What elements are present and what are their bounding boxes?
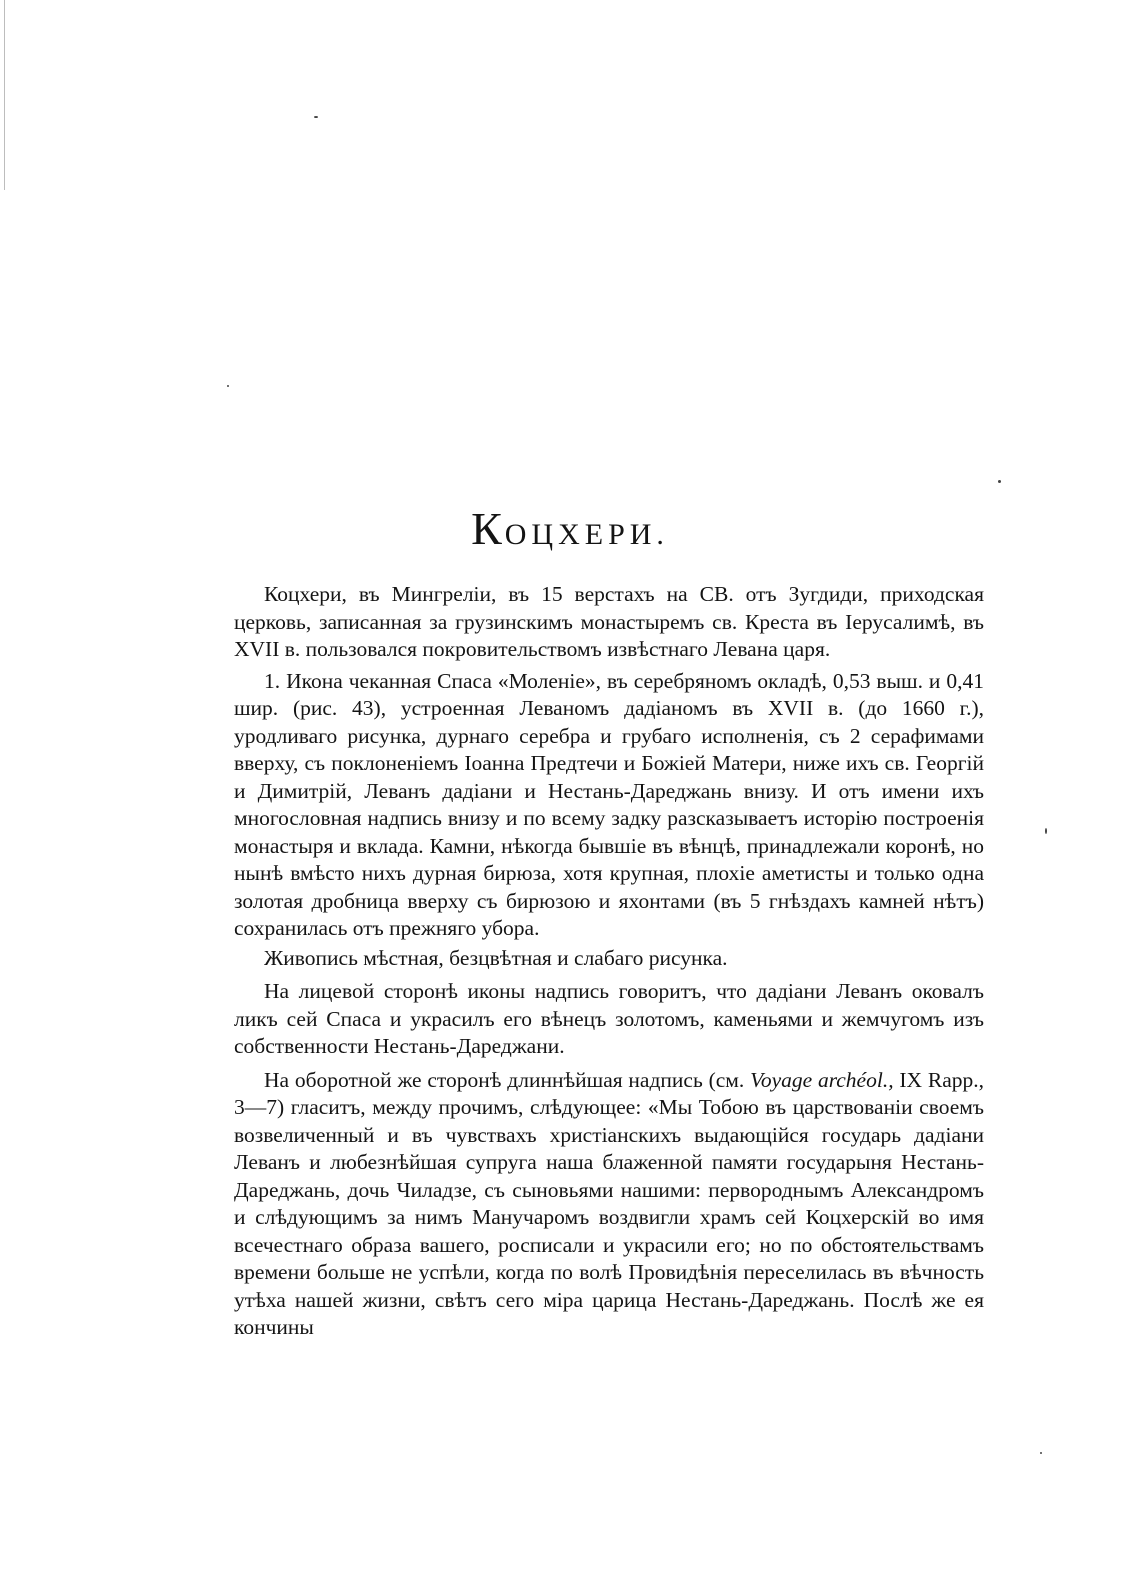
- title-initial: К: [471, 503, 505, 554]
- scan-speck: [1040, 1452, 1042, 1454]
- title-rest: ОЦХЕРИ.: [504, 518, 669, 551]
- text-body: [234, 581, 984, 1348]
- paragraph-intro: Коцхери, въ Мингреліи, въ 15 верстахъ на СВ. отъ Зугдиди, приходская церковь, записанная за грузинскимъ монастыремъ св. Креста въ Іерусалимѣ, въ XVII в. пользовался покровительствомъ извѣстнаго Левана царя.: [234, 582, 984, 661]
- scan-edge-line: [4, 0, 5, 190]
- back-inscription-rest: IX Rapp., 3—7) гласитъ, между прочимъ, слѣдующее: «Мы Тобою въ царствованіи своемъ возвеличенный и въ чувствахъ христіанскихъ выдающійся государь дадіани Леванъ и любезнѣйшая супруга наша блаженной памяти государыня Нестань-Дареджань, дочь Чиладзе, съ сыновьями нашими: первороднымъ Александромъ и слѣдующимъ за нимъ Манучаромъ воздвигли храмъ сей Коцхерскій во имя всечестнаго образа вашего, росписали и украсили его; но по обстоятельствамъ времени больше не успѣли, когда по волѣ Провидѣнія переселилась въ вѣчность утѣха нашей жизни, свѣтъ сего міра царица Нестань-Дареджань. Послѣ же ея кончины: [234, 1067, 984, 1339]
- scan-speck: [998, 480, 1001, 483]
- scan-speck: [227, 385, 229, 387]
- paragraph-painting: Живопись мѣстная, безцвѣтная и слабаго рисунка.: [264, 945, 728, 970]
- back-inscription-start: На оборотной же сторонѣ длиннѣйшая надпись (см.: [264, 1067, 751, 1092]
- scan-speck: [1045, 828, 1047, 834]
- paragraph-front-inscription: На лицевой сторонѣ иконы надпись говоритъ, что дадіани Леванъ оковалъ ликъ сей Спаса и украсилъ его вѣнецъ золотомъ, каменьями и жемчугомъ изъ собственности Нестань-Дареджани.: [234, 979, 984, 1058]
- citation-title: Voyage archéol.,: [750, 1067, 894, 1092]
- page-title: [0, 502, 1140, 555]
- paragraph-back-inscription: [234, 1067, 984, 1342]
- scan-speck: [314, 116, 318, 118]
- paragraph-icon-description: 1. Икона чеканная Спаса «Моленіе», въ серебряномъ окладѣ, 0,53 выш. и 0,41 шир. (рис. 43), устроенная Леваномъ дадіаномъ въ XVII в. (до 1660 г.), уродливаго рисунка, дурнаго серебра и грубаго исполненія, съ 2 серафимами вверху, съ поклоненіемъ Іоанна Предтечи и Божіей Матери, ниже ихъ св. Георгій и Димитрій, Леванъ дадіани и Нестань-Дареджань внизу. И отъ имени ихъ многословная надпись внизу и по всему задку разсказываетъ исторію построенія монастыря и вклада. Камни, нѣкогда бывшіе въ вѣнцѣ, принадлежали коронѣ, но нынѣ вмѣсто нихъ дурная бирюза, хотя крупная, плохіе аметисты и только одна золотая дробница вверху съ бирюзою и яхонтами (въ 5 гнѣздахъ камней нѣтъ) сохранилась отъ прежняго убора.: [234, 668, 984, 940]
